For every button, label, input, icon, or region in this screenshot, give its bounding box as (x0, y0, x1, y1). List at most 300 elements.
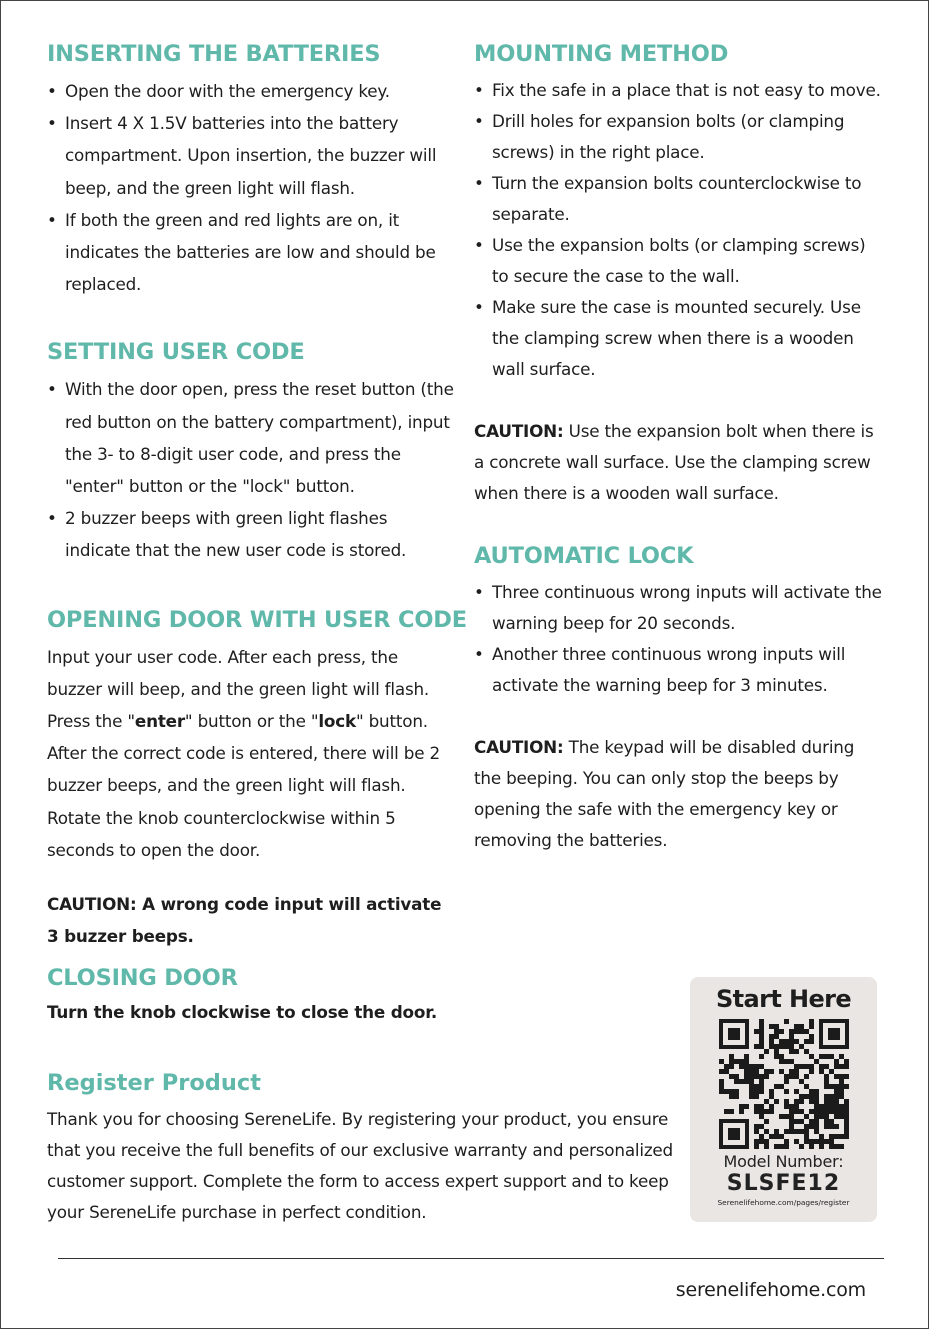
qr-module (729, 1094, 734, 1099)
qr-module (829, 1084, 834, 1089)
qr-title: Start Here (715, 985, 852, 1013)
qr-module (824, 1084, 829, 1089)
register-url[interactable]: Serenelifehome.com/pages/register (717, 1198, 850, 1207)
list-automatic-lock (474, 577, 884, 701)
qr-module (734, 1074, 739, 1079)
qr-module (814, 1089, 819, 1094)
qr-module (779, 1069, 784, 1074)
qr-module (804, 1064, 809, 1069)
qr-module (749, 1089, 754, 1094)
qr-module (819, 1069, 824, 1074)
qr-module (789, 1069, 794, 1074)
qr-module (764, 1049, 769, 1054)
qr-module (824, 1074, 829, 1079)
qr-module (784, 1059, 789, 1064)
qr-module (814, 1119, 819, 1124)
qr-module (744, 1064, 749, 1069)
qr-module (824, 1099, 829, 1104)
qr-module (794, 1129, 799, 1134)
qr-module (794, 1069, 799, 1074)
qr-module (834, 1104, 839, 1109)
qr-module (789, 1039, 794, 1044)
qr-module (829, 1119, 834, 1124)
qr-module (794, 1099, 799, 1104)
qr-module (839, 1109, 844, 1114)
qr-module (774, 1024, 779, 1029)
qr-module (749, 1079, 754, 1084)
qr-module (799, 1064, 804, 1069)
qr-module (814, 1099, 819, 1104)
qr-module (794, 1109, 799, 1114)
qr-module (774, 1044, 779, 1049)
qr-module (789, 1114, 794, 1119)
qr-module (834, 1134, 839, 1139)
qr-module (804, 1139, 809, 1144)
qr-module (789, 1074, 794, 1079)
qr-module (824, 1094, 829, 1099)
qr-module (784, 1019, 789, 1024)
qr-module (754, 1129, 759, 1134)
qr-module (764, 1099, 769, 1104)
list-item: • Open the door with the emergency key. (47, 75, 457, 107)
qr-module (744, 1069, 749, 1074)
qr-module (809, 1024, 814, 1029)
qr-module (749, 1064, 754, 1069)
qr-module (809, 1124, 814, 1129)
list-item: • Another three continuous wrong inputs will activate the warning beep for 3 minutes. (474, 639, 884, 701)
heading-setting-user-code: SETTING USER CODE (47, 339, 305, 366)
qr-module (789, 1044, 794, 1049)
qr-module (754, 1074, 759, 1079)
qr-module (839, 1064, 844, 1069)
qr-module (799, 1024, 804, 1029)
qr-module (824, 1124, 829, 1129)
qr-module (834, 1089, 839, 1094)
qr-module (749, 1069, 754, 1074)
qr-module (829, 1134, 834, 1139)
section-register-product (47, 1068, 687, 1228)
qr-module (804, 1134, 809, 1139)
qr-module (834, 1074, 839, 1079)
qr-module (809, 1144, 814, 1149)
heading-opening-door: OPENING DOOR WITH USER CODE (47, 606, 467, 633)
qr-module (794, 1039, 799, 1044)
qr-module (744, 1054, 749, 1059)
qr-module (729, 1074, 734, 1079)
qr-module (804, 1114, 809, 1119)
qr-module (819, 1144, 824, 1149)
qr-module (764, 1129, 769, 1134)
qr-module (784, 1114, 789, 1119)
qr-module (759, 1019, 764, 1024)
lock-emphasis: lock (318, 711, 356, 732)
qr-module (814, 1104, 819, 1109)
qr-module (839, 1114, 844, 1119)
heading-mounting-method: MOUNTING METHOD (474, 41, 729, 67)
qr-module (754, 1069, 759, 1074)
qr-module (804, 1094, 809, 1099)
qr-module (809, 1089, 814, 1094)
right-column (474, 39, 884, 856)
qr-module (839, 1094, 844, 1099)
qr-module (744, 1104, 749, 1109)
caution-text: The keypad will be disabled during the beeping. You can only stop the beeps by opening the safe with the emergency key or removing the batteries. (474, 737, 855, 850)
qr-module (794, 1119, 799, 1124)
qr-module (789, 1124, 794, 1129)
qr-module (744, 1059, 749, 1064)
list-inserting-batteries (47, 75, 457, 300)
opening-door-caution: CAUTION: A wrong code input will activate 3 buzzer beeps. (47, 894, 442, 947)
section-closing-door (47, 963, 667, 1025)
qr-module (774, 1049, 779, 1054)
qr-module (759, 1089, 764, 1094)
qr-module (794, 1064, 799, 1069)
text-span: " button or the " (184, 711, 319, 732)
qr-module (819, 1104, 824, 1109)
qr-module (734, 1079, 739, 1084)
opening-door-text (47, 641, 457, 866)
qr-module (724, 1109, 729, 1114)
qr-module (769, 1069, 774, 1074)
qr-module (769, 1024, 774, 1029)
qr-module (769, 1089, 774, 1094)
qr-module (784, 1089, 789, 1094)
qr-module (839, 1104, 844, 1109)
qr-module (789, 1109, 794, 1114)
qr-module (824, 1109, 829, 1114)
qr-module (809, 1139, 814, 1144)
qr-module (809, 1034, 814, 1039)
list-item: • 2 buzzer beeps with green light flashes indicate that the new user code is stored. (47, 502, 457, 566)
qr-module (759, 1114, 764, 1119)
qr-module (799, 1109, 804, 1114)
qr-module (729, 1109, 734, 1114)
qr-module (829, 1124, 834, 1129)
qr-module (749, 1084, 754, 1089)
qr-module (759, 1044, 764, 1049)
qr-module (834, 1124, 839, 1129)
qr-module (824, 1054, 829, 1059)
qr-module (754, 1084, 759, 1089)
qr-module (804, 1029, 809, 1034)
qr-module (794, 1024, 799, 1029)
qr-module (774, 1029, 779, 1034)
qr-module (784, 1144, 789, 1149)
enter-emphasis: enter (134, 711, 185, 732)
qr-module (784, 1104, 789, 1109)
qr-module (819, 1114, 824, 1119)
qr-module (799, 1099, 804, 1104)
qr-module (779, 1044, 784, 1049)
qr-module (754, 1144, 759, 1149)
qr-module (824, 1139, 829, 1144)
qr-module (739, 1079, 744, 1084)
qr-module (844, 1064, 849, 1069)
model-number-label: Model Number: (723, 1152, 844, 1171)
qr-module (804, 1124, 809, 1129)
qr-module (744, 1074, 749, 1079)
footer-divider (58, 1258, 884, 1259)
qr-card[interactable] (690, 977, 877, 1222)
qr-module (754, 1029, 759, 1034)
qr-module (804, 1084, 809, 1089)
qr-module (814, 1109, 819, 1114)
qr-module (784, 1074, 789, 1079)
section-setting-user-code (47, 337, 457, 566)
qr-module (819, 1054, 824, 1059)
qr-module (789, 1034, 794, 1039)
qr-module (759, 1084, 764, 1089)
qr-module (814, 1129, 819, 1134)
list-item: • Three continuous wrong inputs will activate the warning beep for 20 seconds. (474, 577, 884, 639)
qr-module (754, 1139, 759, 1144)
qr-module (794, 1049, 799, 1054)
qr-module (819, 1134, 824, 1139)
qr-module (819, 1139, 824, 1144)
qr-module (784, 1099, 789, 1104)
qr-module (809, 1109, 814, 1114)
qr-module (759, 1054, 764, 1059)
qr-module (744, 1079, 749, 1084)
qr-module (779, 1059, 784, 1064)
qr-module (759, 1039, 764, 1044)
qr-module (789, 1029, 794, 1034)
qr-module (804, 1074, 809, 1079)
qr-module (769, 1034, 774, 1039)
qr-module (799, 1094, 804, 1099)
qr-module (779, 1134, 784, 1139)
qr-module (804, 1039, 809, 1044)
qr-module (799, 1119, 804, 1124)
register-text: Thank you for choosing SereneLife. By registering your product, you ensure that you receive the full benefits of our exclusive warranty and personalized customer support. Complete the form to access expert support and to keep your SereneLife purchase in perfect condition. (47, 1109, 674, 1222)
qr-module (844, 1129, 849, 1134)
qr-module (719, 1069, 724, 1074)
caution-text: Use the expansion bolt when there is a concrete wall surface. Use the clamping screw when there is a wooden wall surface. (474, 421, 874, 503)
qr-module (764, 1069, 769, 1074)
qr-module (729, 1054, 734, 1059)
qr-module (809, 1094, 814, 1099)
qr-module (774, 1144, 779, 1149)
qr-module (774, 1099, 779, 1104)
qr-module (824, 1064, 829, 1069)
section-opening-door (47, 605, 467, 953)
qr-module (829, 1069, 834, 1074)
qr-module (759, 1064, 764, 1069)
qr-module (829, 1104, 834, 1109)
qr-module (839, 1134, 844, 1139)
qr-module (839, 1054, 844, 1059)
qr-module (759, 1034, 764, 1039)
heading-inserting-batteries: INSERTING THE BATTERIES (47, 41, 381, 67)
qr-module (799, 1044, 804, 1049)
qr-module (769, 1104, 774, 1109)
qr-code-icon[interactable] (719, 1019, 849, 1149)
qr-module (814, 1059, 819, 1064)
qr-module (844, 1114, 849, 1119)
text-span: Input your user code. After each press, the buzzer will beep, and the green light will flash. Press the " (47, 646, 430, 732)
qr-module (834, 1059, 839, 1064)
qr-module (754, 1089, 759, 1094)
qr-module (799, 1079, 804, 1084)
qr-module (834, 1084, 839, 1089)
closing-door-text: Turn the knob clockwise to close the door. (47, 1002, 438, 1022)
qr-module (809, 1064, 814, 1069)
qr-module (809, 1054, 814, 1059)
qr-module (844, 1104, 849, 1109)
qr-module (739, 1104, 744, 1109)
qr-module (754, 1109, 759, 1114)
qr-module (774, 1129, 779, 1134)
qr-module (769, 1044, 774, 1049)
qr-module (774, 1134, 779, 1139)
qr-module (834, 1144, 839, 1149)
qr-module (759, 1139, 764, 1144)
qr-module (809, 1119, 814, 1124)
qr-module (819, 1109, 824, 1114)
list-item: • With the door open, press the reset button (the red button on the battery compartment), input the 3- to 8-digit user code, and press the "enter" button or the "lock" button. (47, 373, 457, 502)
qr-module (774, 1054, 779, 1059)
qr-module (784, 1139, 789, 1144)
qr-module (779, 1039, 784, 1044)
qr-module (839, 1084, 844, 1089)
qr-module (789, 1129, 794, 1134)
qr-module (759, 1024, 764, 1029)
qr-module (729, 1089, 734, 1094)
qr-module (824, 1114, 829, 1119)
qr-module (734, 1059, 739, 1064)
qr-module (834, 1114, 839, 1119)
qr-module (829, 1109, 834, 1114)
qr-module (764, 1144, 769, 1149)
qr-module (729, 1064, 734, 1069)
qr-module (769, 1094, 774, 1099)
qr-module (844, 1119, 849, 1124)
qr-module (764, 1109, 769, 1114)
qr-module (759, 1029, 764, 1034)
qr-module (789, 1059, 794, 1064)
qr-module (724, 1064, 729, 1069)
list-item: • Use the expansion bolts (or clamping screws) to secure the case to the wall. (474, 230, 884, 292)
automatic-lock-caution (474, 732, 884, 856)
qr-module (719, 1079, 724, 1084)
caution-label: CAUTION: (474, 737, 564, 757)
qr-module (809, 1019, 814, 1024)
qr-module (839, 1074, 844, 1079)
qr-module (759, 1079, 764, 1084)
qr-module (829, 1094, 834, 1099)
qr-module (844, 1124, 849, 1129)
text-span: " button. After the correct code is entered, there will be 2 buzzer beeps, and the green light will flash. Rotate the knob counterclockwise within 5 seconds to open the door. (47, 711, 440, 860)
qr-module (719, 1089, 724, 1094)
qr-module (844, 1099, 849, 1104)
qr-module (814, 1114, 819, 1119)
qr-module (794, 1074, 799, 1079)
heading-automatic-lock: AUTOMATIC LOCK (474, 543, 694, 569)
qr-module (754, 1044, 759, 1049)
qr-module (809, 1099, 814, 1104)
qr-module (824, 1104, 829, 1109)
model-number: SLSFE12 (726, 1171, 841, 1196)
qr-module (759, 1134, 764, 1139)
qr-module (804, 1129, 809, 1134)
qr-module (819, 1064, 824, 1069)
footer-website[interactable]: serenelifehome.com (675, 1279, 866, 1301)
qr-module (774, 1034, 779, 1039)
qr-module (814, 1124, 819, 1129)
qr-module (839, 1089, 844, 1094)
qr-module (779, 1054, 784, 1059)
list-mounting-method (474, 75, 884, 385)
section-automatic-lock (474, 541, 884, 856)
qr-module (844, 1074, 849, 1079)
qr-module (829, 1139, 834, 1144)
qr-module (799, 1029, 804, 1034)
qr-module (759, 1104, 764, 1109)
qr-module (759, 1074, 764, 1079)
qr-module (814, 1139, 819, 1144)
qr-module (739, 1109, 744, 1114)
qr-module (799, 1144, 804, 1149)
qr-module (789, 1104, 794, 1109)
qr-module (844, 1134, 849, 1139)
qr-module (724, 1069, 729, 1074)
qr-module (769, 1039, 774, 1044)
qr-module (809, 1069, 814, 1074)
mounting-caution (474, 416, 884, 509)
section-inserting-batteries (47, 39, 457, 300)
qr-module (779, 1084, 784, 1089)
qr-module (844, 1059, 849, 1064)
qr-module (764, 1139, 769, 1144)
qr-module (719, 1059, 724, 1064)
qr-module (789, 1119, 794, 1124)
qr-module (839, 1079, 844, 1084)
qr-module (794, 1029, 799, 1034)
qr-module (784, 1129, 789, 1134)
qr-module (829, 1099, 834, 1104)
list-item: • Insert 4 X 1.5V batteries into the battery compartment. Upon insertion, the buzzer will beep, and the green light will flash. (47, 107, 457, 204)
qr-module (794, 1089, 799, 1094)
qr-module (794, 1139, 799, 1144)
section-mounting-method (474, 39, 884, 509)
qr-module (784, 1079, 789, 1084)
qr-module (829, 1144, 834, 1149)
list-setting-user-code (47, 373, 457, 566)
qr-module (809, 1039, 814, 1044)
qr-module (779, 1144, 784, 1149)
qr-module (824, 1119, 829, 1124)
left-column (47, 39, 467, 952)
qr-module (774, 1084, 779, 1089)
qr-module (734, 1089, 739, 1094)
qr-module (784, 1044, 789, 1049)
heading-register-product: Register Product (47, 1070, 262, 1096)
qr-module (749, 1094, 754, 1099)
qr-module (784, 1039, 789, 1044)
list-item: • If both the green and red lights are on, it indicates the batteries are low and should be replaced. (47, 204, 457, 301)
qr-module (729, 1059, 734, 1064)
qr-module (734, 1094, 739, 1099)
qr-module (844, 1109, 849, 1114)
list-item: • Make sure the case is mounted securely. Use the clamping screw when there is a wooden wall surface. (474, 292, 884, 385)
qr-module (834, 1094, 839, 1099)
qr-module (794, 1104, 799, 1109)
qr-module (839, 1144, 844, 1149)
qr-module (824, 1079, 829, 1084)
qr-module (754, 1124, 759, 1129)
qr-module (754, 1064, 759, 1069)
qr-module (754, 1094, 759, 1099)
